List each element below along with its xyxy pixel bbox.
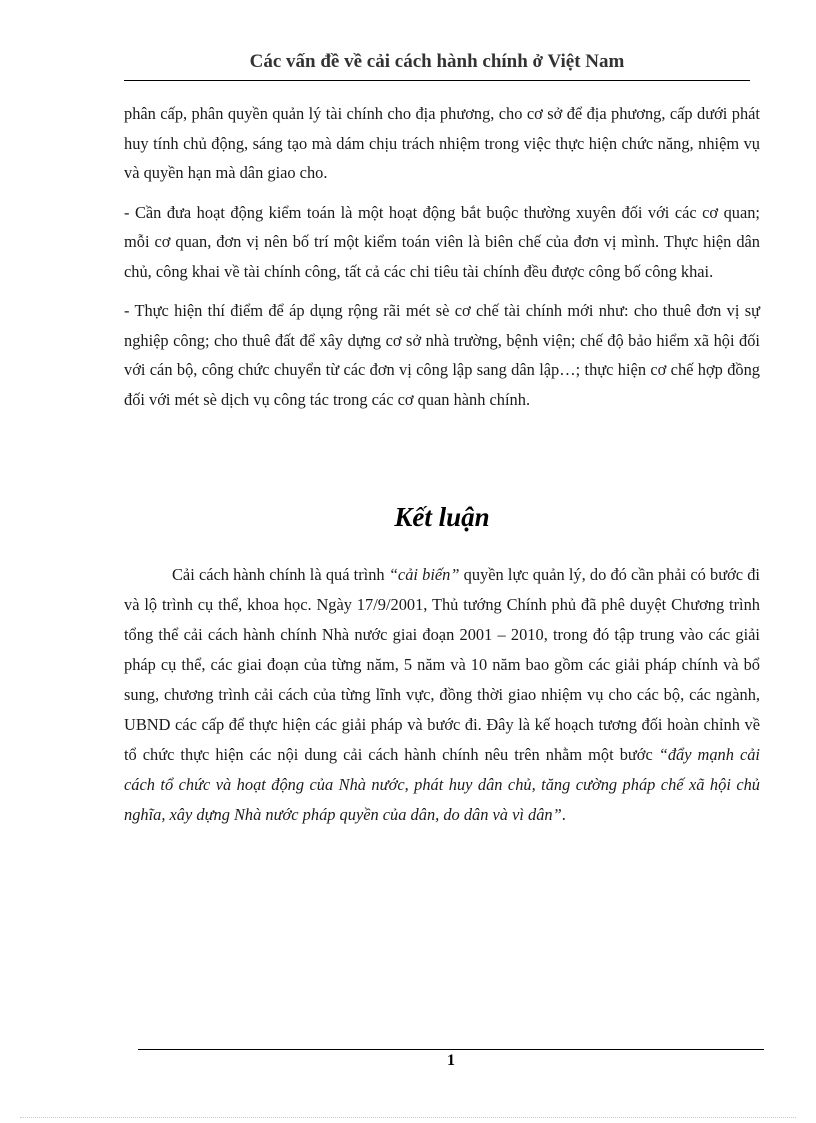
paragraph-decentralization: phân cấp, phân quyền quản lý tài chính cho địa phương, cho cơ sở để địa phương, cấp dưới phát huy tính chủ động, sáng tạo mà dám chịu trách nhiệm trong việc thực hiện chức năng, nhiệm vụ và quyền hạn mà dân giao cho. (124, 104, 760, 182)
page-header-title: Các vấn đề về cải cách hành chính ở Việt Nam (249, 51, 625, 72)
body-section (124, 99, 760, 424)
paragraph-audit: - Cần đưa hoạt động kiểm toán là một hoạt động bắt buộc thường xuyên đối với các cơ quan; mỗi cơ quan, đơn vị nên bố trí một kiểm toán viên là biên chế của đơn vị mình. Thực hiện dân chủ, công khai về tài chính công, tất cả các chi tiêu tài chính đều được công bố công khai. (124, 202, 760, 281)
page-number: 1 (447, 1052, 455, 1069)
conclusion-text-end: . (561, 805, 566, 824)
conclusion-quote-cai-bien: “cải biến” (388, 565, 460, 584)
header-divider (124, 80, 750, 81)
conclusion-text-1: Cải cách hành chính là quá trình (172, 565, 389, 584)
conclusion-heading: Kết luận (394, 502, 490, 532)
conclusion-text-2: quyền lực quản lý, do đó cần phải có bước đi và lộ trình cụ thể, khoa học. Ngày 17/9/2001, Thủ tướng Chính phủ đã phê duyệt Chương trình tổng thể cải cách hành chính Nhà nước giai đoạn 2001 – 2010, trong đó tập trung vào các giải pháp cụ thể, các giai đoạn của từng năm, 5 năm và 10 năm bao gồm các giải pháp chính và bổ sung, chương trình cải cách của từng lĩnh vực, đồng thời giao nhiệm vụ cho các bộ, các ngành, UBND các cấp để thực hiện các giải pháp và bước đi. Đây là kế hoạch tương đối hoàn chỉnh về tổ chức thực hiện các nội dung cải cách hành chính nêu trên nhằm một bước (124, 565, 760, 764)
conclusion-quote-goal: “đẩy mạnh cải cách tổ chức và hoạt động của Nhà nước, phát huy dân chủ, tăng cường pháp chế xã hội chủ nghĩa, xây dựng Nhà nước pháp quyền của dân, do dân và vì dân” (124, 745, 760, 824)
page-bottom-dotted-line (20, 1117, 796, 1118)
conclusion-section (124, 560, 760, 830)
footer-divider (138, 1049, 764, 1050)
paragraph-pilot-mechanisms: - Thực hiện thí điểm để áp dụng rộng rãi mét sè cơ chế tài chính mới như: cho thuê đơn vị sự nghiệp công; cho thuê đất để xây dựng cơ sở nhà trường, bệnh viện; chế độ bảo hiểm xã hội đối với cán bộ, công chức chuyển từ các đơn vị công lập sang dân lập…; thực hiện cơ chế hợp đồng đối với mét sè dịch vụ công tác trong các cơ quan hành chính. (124, 301, 760, 409)
conclusion-paragraph (124, 560, 760, 830)
